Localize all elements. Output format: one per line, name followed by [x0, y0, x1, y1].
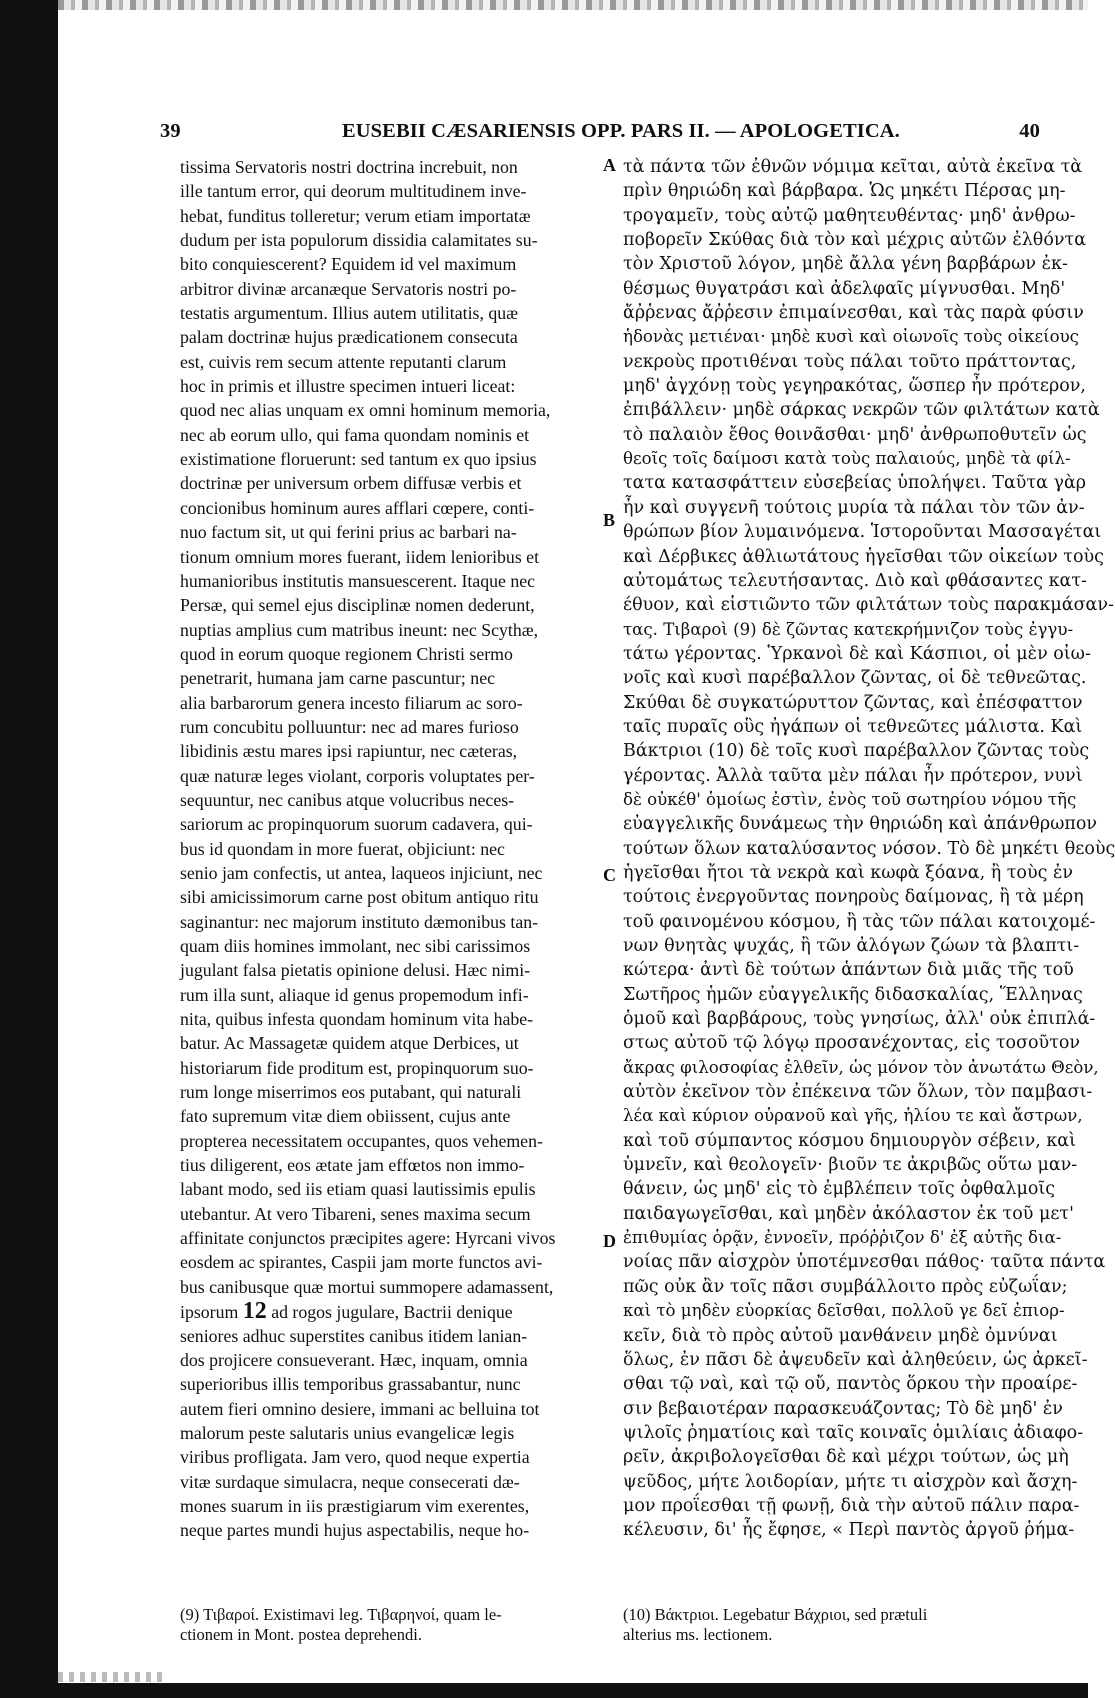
latin-line: hoc in primis et illustre specimen intueri liceat: — [180, 376, 516, 397]
latin-line: tissima Servatoris nostri doctrina increbuit, non — [180, 157, 518, 177]
greek-line: τοῦ φαινομένου κόσμου, ἢ τὰς τῶν πάλαι κατοιχομέ- — [623, 911, 1096, 932]
latin-line: bito conquiescerent? Equidem id vel maximum — [180, 254, 517, 275]
latin-line: nuptias amplius cum matribus ineunt: nec Scythæ, — [180, 619, 539, 640]
latin-line: concionibus hominum aures afflari cœpere, conti- — [180, 497, 535, 518]
latin-line: testatis argumentum. Illius autem utilitatis, quæ — [180, 303, 518, 324]
greek-line: αὐτομάτως τελευτήσαντας. Διὸ καὶ φθάσαντες κατ- — [623, 570, 1087, 591]
latin-line: saginantur: nec majorum instituto dæmonibus tan- — [180, 911, 539, 932]
greek-line: Σκύθαι δὲ συγκατώρυττον ζῶντας, καὶ ἐπέσφαττον — [623, 692, 1083, 713]
latin-line: affinitate conjunctos præcipites agere: Hyrcani vivos — [180, 1228, 556, 1249]
greek-line: ἄκρας φιλοσοφίας ἐλθεῖν, ὡς μόνον τὸν ἀνωτάτω Θεὸν, — [623, 1057, 1099, 1077]
latin-line: sariorum ac propinquorum suorum cadavera, qui- — [180, 814, 533, 835]
latin-line: neque partes mundi hujus aspectabilis, neque ho- — [180, 1520, 530, 1541]
greek-line: θεοῖς τοῖς δαίμοσι κατὰ τοὺς παλαιούς, μηδὲ τὰ φίλ- — [623, 449, 1071, 469]
latin-line: nuo factum sit, ut qui ferini prius ac barbari na- — [180, 522, 517, 543]
latin-line: seniores adhuc superstites canibus itidem lanian- — [180, 1325, 528, 1346]
greek-line: τατα κατασφάττειν εὐσεβείας ὑπολήψει. Ταῦτα γὰρ — [623, 473, 1087, 494]
greek-line: θέσμως θυγατράσι καὶ ἀδελφαῖς μίγνυσθαι. Μηδ' — [623, 278, 1066, 299]
footnote-line: (9) Τιβαροί. Existimavi leg. Τιβαρηνοί, quam le- — [180, 1605, 502, 1624]
greek-line: ἡδονὰς μετιέναι· μηδὲ κυσὶ καὶ οἰωνοῖς τοὺς οἰκείους — [623, 327, 1079, 347]
latin-line: quæ naturæ leges violant, corporis voluptates per- — [180, 765, 535, 786]
greek-line: καὶ Δέρβικες ἀθλιωτάτους ἡγεῖσθαι τῶν οἰκείων τοὺς — [623, 546, 1104, 567]
page-header — [160, 120, 1040, 148]
latin-line: sibi amicissimorum carne post obitum antiquo ritu — [180, 887, 539, 908]
greek-line: εὐαγγελικῆς δυνάμεως τὴν θηριώδη καὶ ἀπάνθρωπον — [623, 814, 1098, 835]
latin-line: rum illa sunt, aliaque id genus propemodum infi- — [180, 984, 529, 1005]
latin-line: labant modo, sed iis etiam quasi lautissimis epulis — [180, 1179, 536, 1200]
latin-line: existimatione floruerunt: sed tantum ex quo ipsius — [180, 449, 537, 470]
greek-line: ταῖς πυραῖς οὓς ἠγάπων οἱ τεθνεῶτες μάλιστα. Καὶ — [623, 716, 1083, 737]
latin-line: nita, quibus infesta quondam hominum vita habe- — [180, 1009, 534, 1030]
section-marker-b: B — [603, 510, 616, 530]
greek-line: αὐτὸν ἐκεῖνον τὸν ἐπέκεινα τῶν ὅλων, τὸν παμβασι- — [623, 1082, 1093, 1103]
greek-line: τὸν Χριστοῦ λόγον, μηδὲ ἄλλα γένη βαρβάρων ἐκ- — [623, 254, 1068, 275]
latin-line: Persæ, qui semel ejus disciplinæ nomen dederunt, — [180, 595, 535, 616]
latin-line: dos projicere consueverant. Hæc, inquam, omnia — [180, 1349, 528, 1370]
latin-line: ille tantum error, qui deorum multitudinem inve- — [180, 181, 527, 202]
latin-line: quod in eorum quoque regionem Christi sermo — [180, 643, 513, 664]
greek-line: κεῖν, διὰ τὸ πρὸς αὐτοῦ μανθάνειν μηδὲ ὀμνύναι — [623, 1325, 1058, 1346]
latin-line: senio jam confectis, ut antea, laqueos injiciunt, nec — [180, 862, 543, 883]
greek-line: ὑμνεῖν, καὶ θεολογεῖν· βιοῦν τε ἀκριβῶς οὕτω μαν- — [623, 1155, 1078, 1176]
footnote-right — [623, 1605, 1053, 1645]
section-marker-a: A — [603, 155, 616, 175]
greek-line: έθυον, καὶ εἱστιῶντο τῶν φιλτάτων τοὺς παρακμάσαν- — [623, 595, 1114, 616]
greek-line: ἐπιθυμίας ὁρᾷν, ἐννοεῖν, πρόῤῥιζον δ' ἐξ αὐτῆς δια- — [623, 1228, 1062, 1248]
greek-line: ἦν καὶ συγγενῆ τούτοις μυρία τὰ πάλαι τὸν τῶν ἀν- — [623, 497, 1085, 518]
scan-bottom-speckle — [58, 1672, 168, 1682]
greek-line: ποβορεῖν Σκύθας διὰ τὸν καὶ μέχρις αὐτῶν ἐλθόντα — [623, 230, 1087, 251]
greek-line: τὸ παλαιὸν ἔθος θοινᾶσθαι· μηδ' ἀνθρωποθυτεῖν ὡς — [623, 424, 1087, 445]
page-number-right: 40 — [1019, 120, 1040, 142]
greek-line: τρογαμεῖν, τοὺς αὐτῷ μαθητευθέντας· μηδ' ἀνθρω- — [623, 205, 1076, 226]
greek-line: νων θνητὰς ψυχάς, ἢ τῶν ἀλόγων ζώων τὰ βλαπτι- — [623, 936, 1080, 956]
latin-line: mones suarum in iis præstigiarum vim exerentes, — [180, 1495, 530, 1516]
footnote-line: ctionem in Mont. postea deprehendi. — [180, 1625, 422, 1644]
latin-line: fato supremum vitæ diem obiissent, cujus ante — [180, 1106, 511, 1127]
greek-line: γέροντας. Ἀλλὰ ταῦτα μὲν πάλαι ἦν πρότερον, νυνὶ — [623, 765, 1083, 786]
greek-line: θάνειν, ὡς μηδ' εἰς τὸ ἐμβλέπειν τοῖς ὀφθαλμοῖς — [623, 1179, 1056, 1200]
greek-line: νοῖς καὶ κυσὶ παρέβαλλον ζῶντας, οἱ δὲ τεθνεῶτας. — [623, 668, 1087, 689]
footnote-line: (10) Βάκτριοι. Legebatur Βάχριοι, sed prætuli — [623, 1605, 928, 1624]
greek-line: ἡγεῖσθαι ἤτοι τὰ νεκρὰ καὶ κωφὰ ξόανα, ἢ τοὺς ἐν — [623, 862, 1073, 883]
greek-line: κέλευσιν, δι' ἧς ἔφησε, « Περὶ παντὸς ἀργοῦ ῥήμα- — [623, 1520, 1075, 1541]
latin-line: sequuntur, nec canibus atque volucribus neces- — [180, 789, 515, 810]
latin-line: superioribus illis temporibus grassabantur, nunc — [180, 1374, 521, 1395]
greek-line: ὁμοῦ καὶ βαρβάρους, τοὺς γνησίως, ἀλλ' οὐκ ἐπιπλά- — [623, 1009, 1096, 1030]
latin-line: libidinis æstu mares ipsi rapiuntur, nec cæteras, — [180, 741, 518, 762]
greek-line: ἐπιβάλλειν· μηδὲ σάρκας νεκρῶν τῶν φιλτάτων κατὰ — [623, 400, 1100, 421]
latin-line: bus canibusque quæ mortui summopere adamassent, — [180, 1276, 554, 1297]
latin-line: est, cuivis rem secum attente reputanti clarum — [180, 351, 507, 372]
latin-line: humanioribus institutis mansuescerent. Itaque nec — [180, 570, 536, 591]
latin-line: utebantur. At vero Tibareni, senes maxima secum — [180, 1203, 531, 1224]
section-marker-d: D — [603, 1231, 616, 1251]
greek-column — [623, 155, 1115, 1543]
greek-line: καὶ τὸ μηδὲν εὐορκίας δεῖσθαι, πολλοῦ γε δεῖ ἐπιορ- — [623, 1301, 1065, 1321]
page-number-left: 39 — [160, 120, 181, 142]
latin-line: eosdem ac spirantes, Caspii jam morte functos avi- — [180, 1252, 543, 1273]
greek-line: παιδαγωγεῖσθαι, καὶ μηδὲν ἀκόλαστον ἐκ τοῦ μετ' — [623, 1203, 1074, 1224]
greek-line: κώτερα· ἀντὶ δὲ τούτων ἁπάντων διὰ μιᾶς τῆς τοῦ — [623, 960, 1074, 981]
greek-line: θρώπων βίον λυμαινόμενα. Ἱστοροῦνται Μασσαγέται — [623, 522, 1102, 543]
greek-line: σθαι τῷ ναὶ, καὶ τῷ οὔ, παντὸς ὅρκου τὴν προαίρε- — [623, 1374, 1078, 1395]
latin-line: dudum per ista populorum dissidia calamitates su- — [180, 230, 538, 251]
latin-line: alia barbarorum genera incesto filiarum ac soro- — [180, 692, 523, 713]
greek-line: ψεῦδος, μήτε λοιδορίαν, μήτε τι αἰσχρὸν καὶ ἄσχη- — [623, 1471, 1078, 1492]
latin-line-text: ad rogos jugulare, Bactrii denique — [271, 1302, 513, 1323]
latin-line: rum longe miserrimos eos putabant, qui naturali — [180, 1082, 522, 1103]
latin-line: nec ab eorum ullo, qui fama quondam nominis et — [180, 424, 530, 445]
latin-line: tius diligerent, eos ætate jam effœtos non immo- — [180, 1155, 525, 1176]
greek-line: ὅλως, ἐν πᾶσι δὲ ἀψευδεῖν καὶ ἀληθεύειν, ὡς ἀρκεῖ- — [623, 1349, 1088, 1370]
latin-line: arbitror divinæ arcanæque Servatoris nostri po- — [180, 278, 517, 299]
greek-line: πῶς οὐκ ἂν τοῖς πᾶσι συμβάλλοιτο πρὸς εὐζωΐαν; — [623, 1276, 1068, 1297]
greek-line: καὶ τοῦ σύμπαντος κόσμου δημιουργὸν σέβειν, καὶ — [623, 1130, 1076, 1151]
greek-line: τούτοις ἐνεργοῦντας πονηροὺς δαίμονας, ἢ τὰ μέρη — [623, 887, 1084, 908]
greek-line: τὰ πάντα τῶν ἐθνῶν νόμιμα κεῖται, αὐτὰ ἐκεῖνα τὰ — [623, 157, 1083, 177]
latin-line: palam doctrinæ hujus prædicationem consecuta — [180, 327, 518, 348]
running-head: EUSEBII CÆSARIENSIS OPP. PARS II. — APOLOGETICA. — [342, 120, 900, 142]
latin-line: viribus profligata. Jam vero, quod neque expertia — [180, 1447, 530, 1468]
latin-line: malorum peste salutaris unius evangelicæ legis — [180, 1422, 515, 1443]
greek-line: δὲ οὐκέθ' ὁμοίως ἐστὶν, ἐνὸς τοῦ σωτηρίου νόμου τῆς — [623, 789, 1077, 809]
latin-line: autem fieri omnino desiere, immani ac belluina tot — [180, 1398, 540, 1419]
greek-line: λέα καὶ κύριον οὐρανοῦ καὶ γῆς, ἡλίου τε καὶ ἄστρων, — [623, 1106, 1083, 1126]
latin-line-text: ipsorum — [180, 1302, 239, 1323]
greek-line: νοίας πᾶν αἰσχρὸν ὑποτέμνεσθαι πάθος· ταῦτα πάντα — [623, 1252, 1106, 1273]
latin-line: historiarum fide proditum est, propinquorum suo- — [180, 1057, 534, 1078]
greek-line: πρὶν θηριώδη καὶ βάρβαρα. Ὡς μηκέτι Πέρσας μη- — [623, 181, 1066, 202]
greek-line: τούτων ὅλων καταλύσαντος νόσον. Τὸ δὲ μηκέτι θεοὺς — [623, 838, 1115, 859]
latin-line: vitæ surdaque simulacra, neque consecerati dæ- — [180, 1471, 520, 1492]
footnote-line: alterius ms. lectionem. — [623, 1625, 773, 1644]
latin-line: penetrarit, humana jam carne pascuntur; nec — [180, 668, 495, 689]
greek-line: νεκροὺς προτιθέναι τοὺς πάλαι τοῦτο πράττοντας, — [623, 351, 1077, 372]
greek-line: μηδ' ἀγχόνῃ τοὺς γεγηρακότας, ὥσπερ ἦν πρότερον, — [623, 376, 1086, 397]
scan-top-edge — [58, 0, 1088, 10]
scan-bottom-border — [58, 1683, 1088, 1698]
greek-line: ἄῤῥενας ἄῤῥεσιν ἐπιμαίνεσθαι, καὶ τὰς παρὰ φύσιν — [623, 303, 1084, 324]
latin-line: hebat, funditus tolleretur; verum etiam importatæ — [180, 205, 531, 226]
footnote-left — [180, 1605, 600, 1645]
latin-line: rum concubitu polluuntur: nec ad mares furioso — [180, 716, 519, 737]
greek-line: μον προΐεσθαι τῇ φωνῇ, διὰ τὴν αὐτοῦ πάλιν παρα- — [623, 1495, 1080, 1516]
latin-line: quam diis homines immolant, nec sibi carissimos — [180, 936, 531, 956]
latin-line: tionum omnium mores fuerant, iidem lenioribus et — [180, 546, 540, 567]
greek-line: τας. Τιβαροὶ (9) δὲ ζῶντας κατεκρήμνιζον τοὺς ἐγγυ- — [623, 619, 1074, 639]
greek-line: Βάκτριοι (10) δὲ τοῖς κυσὶ παρέβαλλον ζῶντας τοὺς — [623, 741, 1090, 762]
greek-line: ρεῖν, ἀκριβολογεῖσθαι δὲ καὶ μέχρι τούτων, ὡς μὴ — [623, 1447, 1069, 1468]
latin-line: bus id quondam in more fuerat, objiciunt: nec — [180, 838, 505, 859]
latin-line: doctrinæ per universum orbem diffusæ verbis et — [180, 473, 522, 494]
inline-section-number: 12 — [242, 1298, 267, 1325]
latin-column — [180, 155, 600, 1543]
latin-line: jugulant falsa pietatis opinione delusi. Hæc nimi- — [180, 960, 531, 981]
latin-line: quod nec alias unquam ex omni hominum memoria, — [180, 400, 551, 421]
greek-line: σιν βεβαιοτέραν παρασκευάζοντας; Τὸ δὲ μηδ' ἐν — [623, 1398, 1063, 1419]
greek-line: Σωτῆρος ἡμῶν εὐαγγελικῆς διδασκαλίας, Ἕλληνας — [623, 984, 1083, 1005]
scan-left-border — [0, 0, 58, 1698]
latin-line: batur. Ac Massagetæ quidem atque Derbices, ut — [180, 1033, 519, 1054]
latin-line: propterea necessitatem occupantes, quos vehemen- — [180, 1130, 543, 1151]
latin-line — [180, 1299, 600, 1323]
greek-line: ψιλοῖς ῥηματίοις καὶ ταῖς κοιναῖς ὁμιλίαις ἀδιαφο- — [623, 1422, 1084, 1443]
section-marker-c: C — [603, 865, 616, 885]
greek-line: στως αὐτοῦ τῷ λόγῳ προσανέχοντας, εἰς τοσοῦτον — [623, 1033, 1081, 1054]
greek-line: τάτω γέροντας. Ὑρκανοὶ δὲ καὶ Κάσπιοι, οἱ μὲν οἰω- — [623, 643, 1091, 664]
